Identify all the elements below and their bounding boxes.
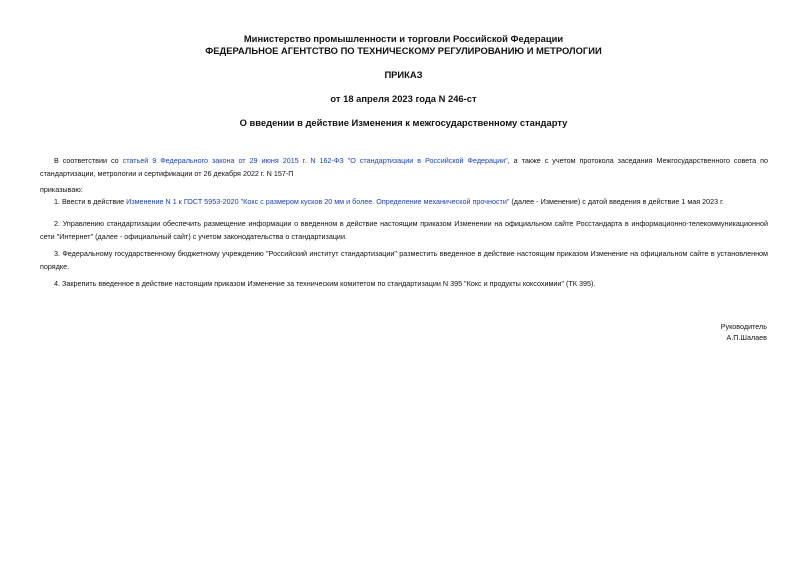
federal-law-link[interactable]: статьей 9 Федерального закона от 29 июня 2015 г. N 162-ФЗ "О стандартизации в Российской Федерации" <box>122 156 508 165</box>
item-1-text-start: 1. Ввести в действие <box>54 197 127 206</box>
order-word: приказываю: <box>40 185 83 194</box>
item-1-paragraph <box>40 196 768 209</box>
item-2-paragraph: 2. Управлению стандартизации обеспечить размещение информации о введенном в действие настоящим приказом Изменении на официальном сайте Росстандарта в информационно-телекоммуникационной сети "Интернет" (далее - официальный сайт) с учетом законодательства о стандартизации. <box>40 219 768 241</box>
preamble-text-start: В соответствии со <box>54 156 123 165</box>
document-type: ПРИКАЗ <box>384 69 423 80</box>
gost-amendment-link[interactable]: Изменение N 1 к ГОСТ 5953-2020 "Кокс с размером кусков 20 мм и более. Определение механической прочности" <box>126 197 510 206</box>
preamble-text-end: , а также с учетом протокола заседания Межгосударственного совета по стандартизации, метрологии и сертификации от 26 декабря 2022 г. N 157-П <box>40 156 768 178</box>
signatory-position: Руководитель <box>720 322 767 331</box>
document-date-number: от 18 апреля 2023 года N 246-ст <box>330 93 477 104</box>
preamble-paragraph <box>40 155 768 180</box>
item-1-text-end: (далее - Изменение) с датой введения в действие 1 мая 2023 г. <box>509 197 724 206</box>
document-title: О введении в действие Изменения к межгосударственному стандарту <box>239 117 568 128</box>
ministry-name: Министерство промышленности и торговли Российской Федерации <box>243 33 564 44</box>
item-4-paragraph: 4. Закрепить введенное в действие настоящим приказом Изменение за техническим комитетом по стандартизации N 395 "Кокс и продукты коксохимии" (ТК 395). <box>54 279 596 288</box>
item-3-paragraph: 3. Федеральному государственному бюджетному учреждению "Российский институт стандартизации" разместить введенное в действие настоящим приказом Изменение на официальном сайте в установленном порядке. <box>40 249 768 271</box>
agency-name: ФЕДЕРАЛЬНОЕ АГЕНТСТВО ПО ТЕХНИЧЕСКОМУ РЕГУЛИРОВАНИЮ И МЕТРОЛОГИИ <box>205 45 602 56</box>
signatory-name: А.П.Шалаев <box>726 333 767 342</box>
